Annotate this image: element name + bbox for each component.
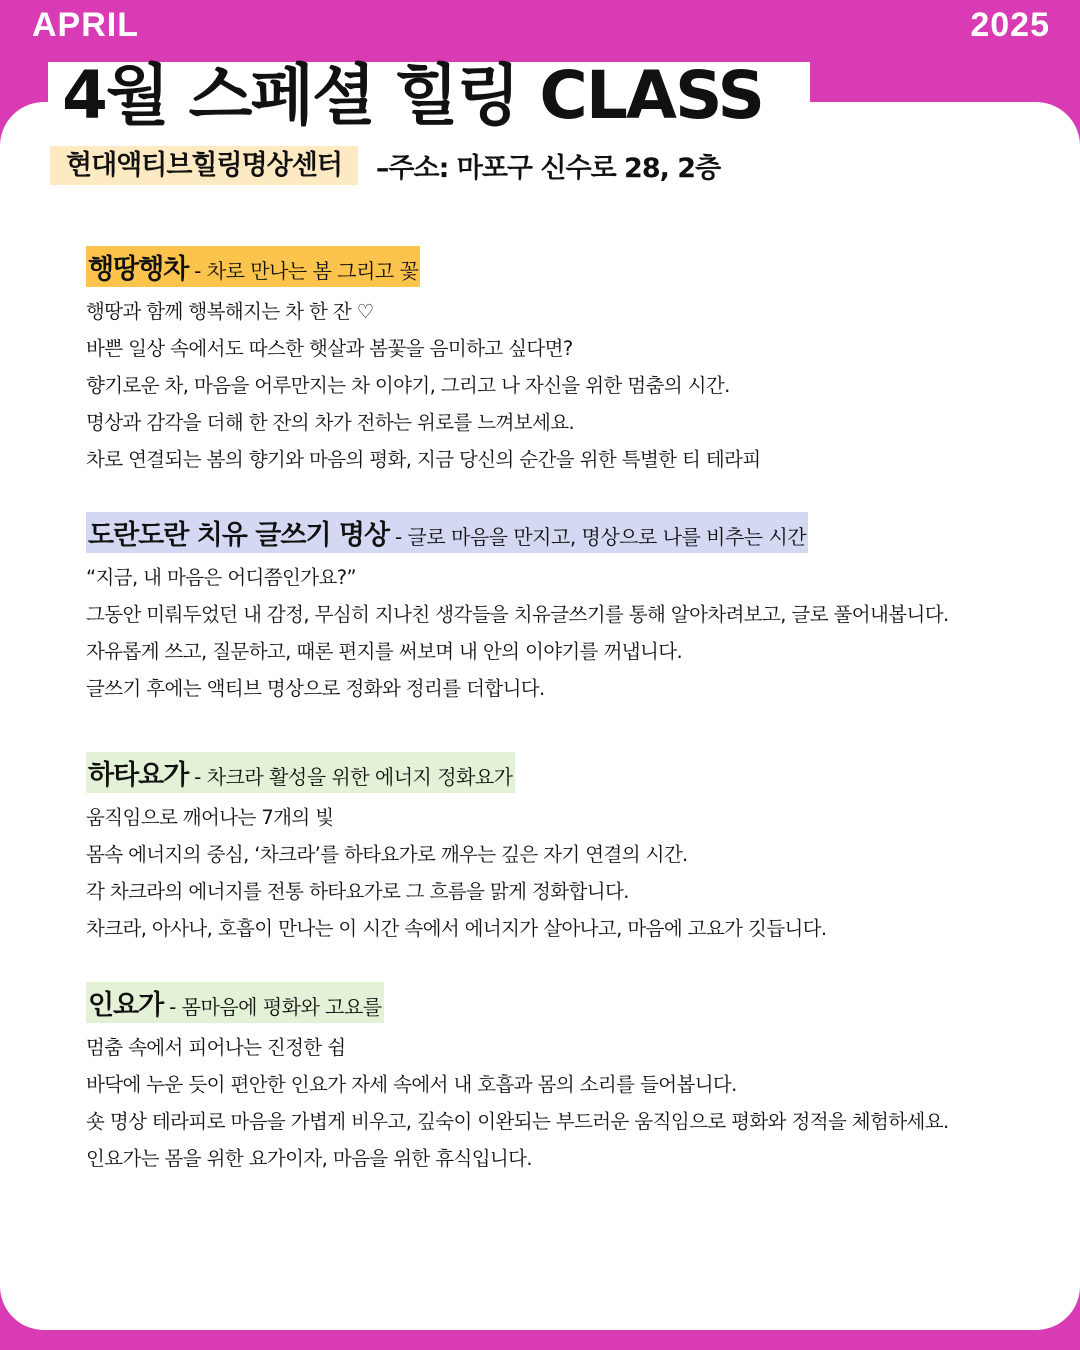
section-heading: [86, 982, 384, 1023]
description-line: 글쓰기 후에는 액티브 명상으로 정화와 정리를 더합니다.: [86, 677, 545, 700]
class-section-hatha: [86, 752, 1040, 947]
page-title: 4월 스페셜 힐링 CLASS: [62, 57, 764, 134]
class-section-yin: [86, 982, 1040, 1177]
center-name: 현대액티브힐링명상센터: [50, 146, 358, 185]
section-title: 도란도란 치유 글쓰기 명상: [88, 520, 390, 551]
section-title: 하타요가: [88, 760, 189, 791]
description-line: 명상과 감각을 더해 한 잔의 차가 전하는 위로를 느껴보세요.: [86, 411, 575, 434]
description-line: 인요가는 몸을 위한 요가이자, 마음을 위한 휴식입니다.: [86, 1147, 533, 1170]
description-line: 차로 연결되는 봄의 향기와 마음의 평화, 지금 당신의 순간을 위한 특별한 티 테라피: [86, 448, 761, 471]
description-line: 바쁜 일상 속에서도 따스한 햇살과 봄꽃을 음미하고 싶다면?: [86, 337, 573, 360]
description-line: “지금, 내 마음은 어디쯤인가요?”: [86, 566, 356, 589]
section-subtitle: - 차크라 활성을 위한 에너지 정화요가: [188, 765, 513, 789]
description-line: 자유롭게 쓰고, 질문하고, 때론 편지를 써보며 내 안의 이야기를 꺼냅니다.: [86, 640, 683, 663]
description-line: 그동안 미뤄두었던 내 감정, 무심히 지나친 생각들을 치유글쓰기를 통해 알아차려보고, 글로 풀어내봅니다.: [86, 603, 949, 626]
class-section-writing: [86, 512, 1040, 707]
section-heading: [86, 246, 420, 287]
description-line: 향기로운 차, 마음을 어루만지는 차 이야기, 그리고 나 자신을 위한 멈춤의 시간.: [86, 374, 730, 397]
month-label: APRIL: [32, 6, 139, 44]
class-section-tea: [86, 246, 1040, 478]
center-info: [50, 146, 720, 185]
section-subtitle: - 몸마음에 평화와 고요를: [163, 995, 382, 1019]
description-line: 움직임으로 깨어나는 7개의 빛: [86, 806, 334, 829]
section-title: 인요가: [88, 990, 164, 1021]
description-line: 바닥에 누운 듯이 편안한 인요가 자세 속에서 내 호흡과 몸의 소리를 들어봅니다.: [86, 1073, 737, 1096]
section-title: 행땅행차: [88, 254, 189, 285]
center-address: –주소: 마포구 신수로 28, 2층: [375, 153, 721, 184]
year-label: 2025: [970, 6, 1050, 44]
description-line: 숏 명상 테라피로 마음을 가볍게 비우고, 깊숙이 이완되는 부드러운 움직임으로 평화와 정적을 체험하세요.: [86, 1110, 949, 1133]
section-heading: [86, 752, 515, 793]
description-line: 몸속 에너지의 중심, ‘차크라’를 하타요가로 깨우는 깊은 자기 연결의 시간.: [86, 843, 688, 866]
description-line: 각 차크라의 에너지를 전통 하타요가로 그 흐름을 맑게 정화합니다.: [86, 880, 629, 903]
section-subtitle: - 차로 만나는 봄 그리고 꽃: [188, 259, 419, 283]
section-subtitle: - 글로 마음을 만지고, 명상으로 나를 비추는 시간: [389, 525, 807, 549]
description-line: 멈춤 속에서 피어나는 진정한 쉼: [86, 1036, 346, 1059]
description-line: 차크라, 아사나, 호흡이 만나는 이 시간 속에서 에너지가 살아나고, 마음에 고요가 깃듭니다.: [86, 917, 827, 940]
section-heading: [86, 512, 808, 553]
description-line: 행땅과 함께 행복해지는 차 한 잔 ♡: [86, 300, 374, 323]
